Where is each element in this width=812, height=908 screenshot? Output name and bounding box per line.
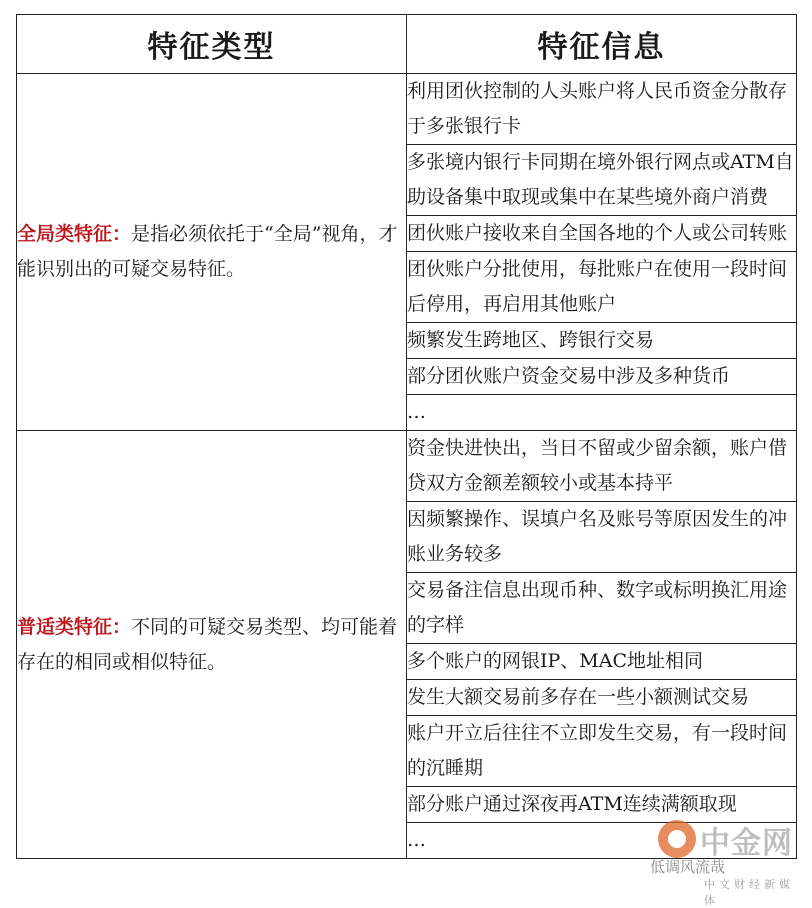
universal-item-2: 因频繁操作、误填户名及账号等原因发生的冲账业务较多 <box>407 502 797 573</box>
watermark-brand: 中金网 <box>700 826 793 861</box>
logo-icon <box>658 820 696 858</box>
universal-feature-label: 普适类特征： <box>17 615 132 638</box>
global-item-1: 利用团伙控制的人头账户将人民币资金分散存于多张银行卡 <box>407 74 797 145</box>
global-item-2: 多张境内银行卡同期在境外银行网点或ATM自助设备集中取现或集中在某些境外商户消费 <box>407 145 797 216</box>
universal-item-3: 交易备注信息出现币种、数字或标明换汇用途的字样 <box>407 573 797 644</box>
universal-item-ellipsis: … <box>407 823 797 859</box>
header-feature-type: 特征类型 <box>17 15 407 74</box>
global-item-4: 团伙账户分批使用，每批账户在使用一段时间后停用，再启用其他账户 <box>407 252 797 323</box>
header-row <box>17 15 797 74</box>
global-feature-type-cell <box>17 74 407 431</box>
global-feature-desc: 是指必须依托于“全局”视角，才能识别出的可疑交易特征。 <box>17 223 398 280</box>
universal-feature-type-cell <box>17 431 407 859</box>
table-row <box>17 74 797 145</box>
universal-item-4: 多个账户的网银IP、MAC地址相同 <box>407 644 797 680</box>
table-row <box>17 431 797 502</box>
header-feature-info: 特征信息 <box>407 15 797 74</box>
universal-item-6: 账户开立后往往不立即发生交易，有一段时间的沉睡期 <box>407 716 797 787</box>
global-item-ellipsis: … <box>407 395 797 431</box>
watermark-sub: 低调风流哉 <box>650 858 726 876</box>
feature-table <box>16 14 797 859</box>
universal-item-5: 发生大额交易前多存在一些小额测试交易 <box>407 680 797 716</box>
global-item-6: 部分团伙账户资金交易中涉及多种货币 <box>407 359 797 395</box>
universal-item-1: 资金快进快出，当日不留或少留余额，账户借贷双方金额差额较小或基本持平 <box>407 431 797 502</box>
universal-item-7: 部分账户通过深夜再ATM连续满额取现 <box>407 787 797 823</box>
global-item-3: 团伙账户接收来自全国各地的个人或公司转账 <box>407 216 797 252</box>
watermark-tag: 中文财经新媒体 <box>704 878 794 907</box>
global-feature-label: 全局类特征： <box>17 223 132 245</box>
global-item-5: 频繁发生跨地区、跨银行交易 <box>407 323 797 359</box>
universal-feature-desc: 不同的可疑交易类型、均可能着存在的相同或相似特征。 <box>17 615 398 673</box>
watermark <box>648 818 808 907</box>
